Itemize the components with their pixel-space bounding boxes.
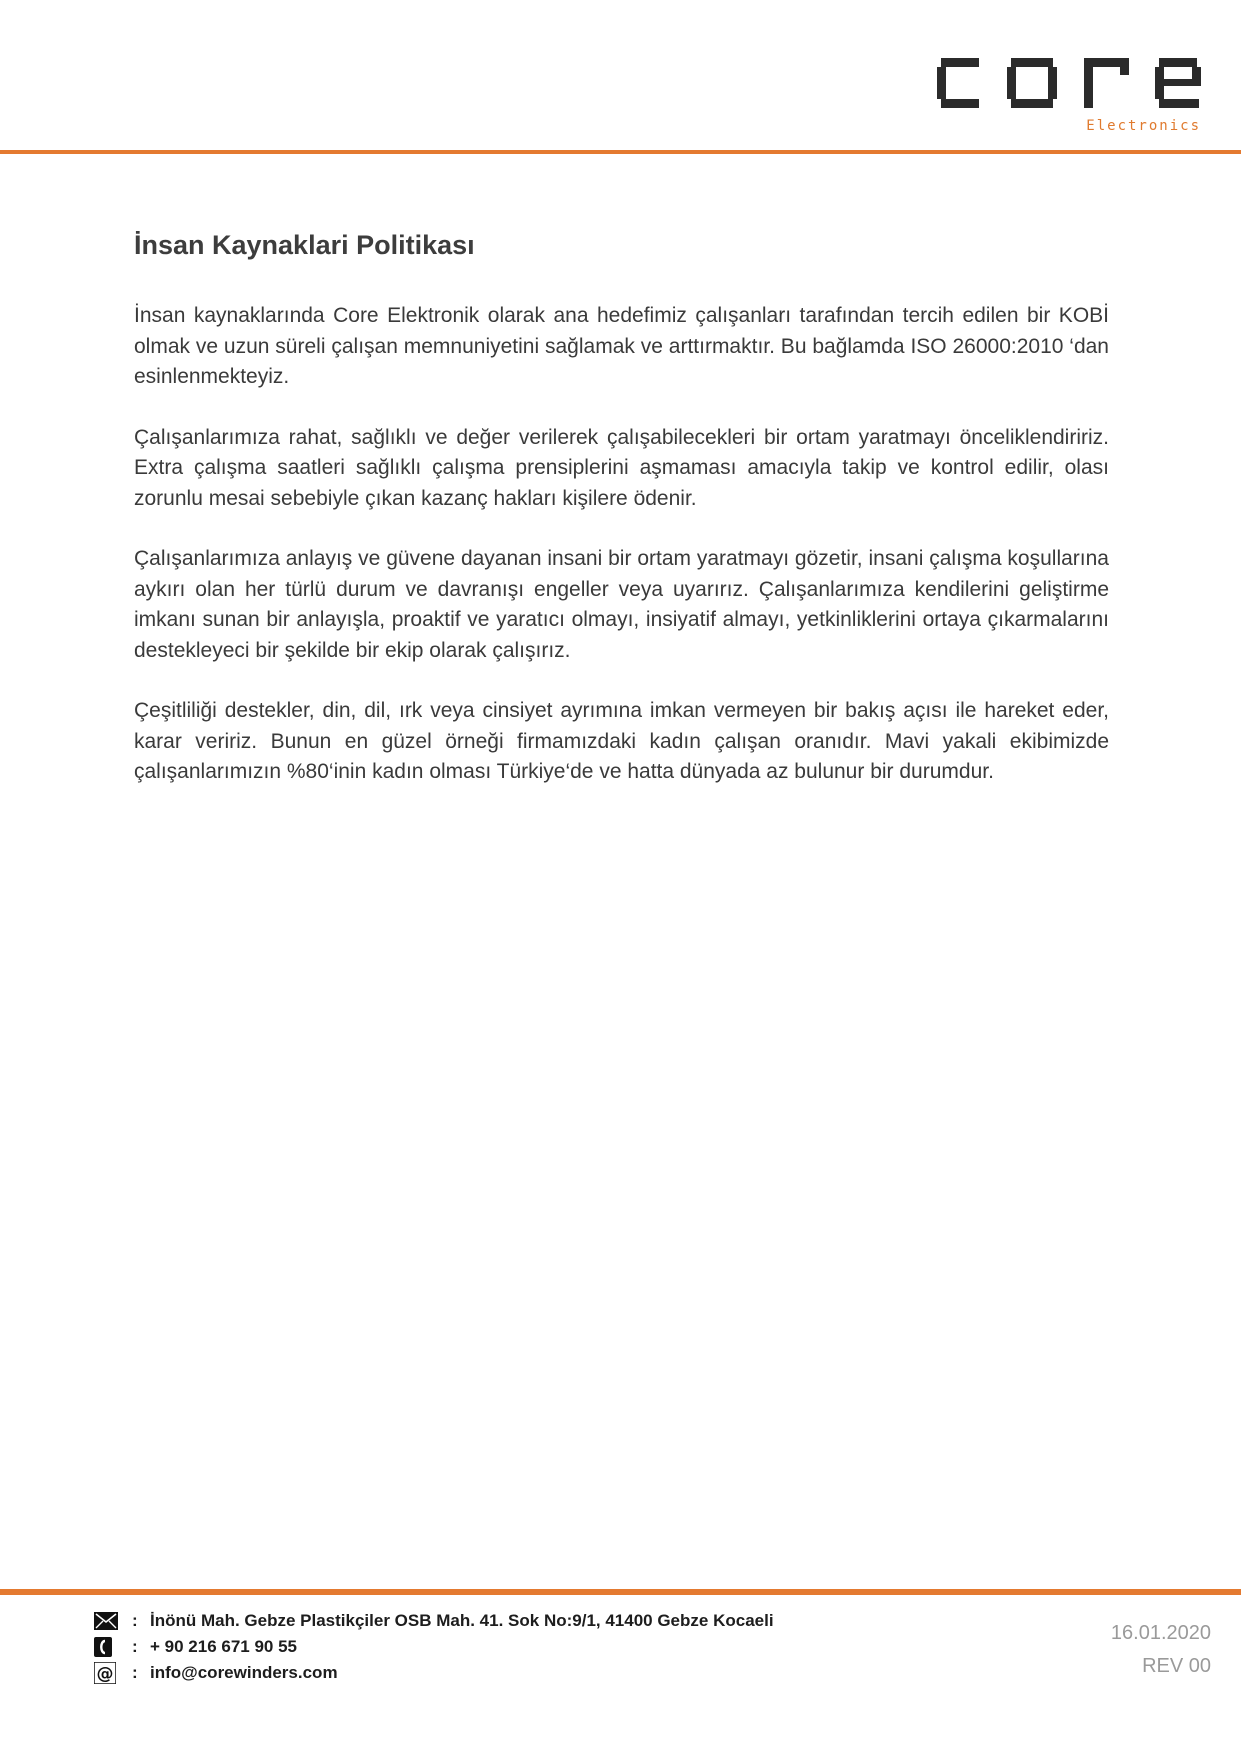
paragraph: Çalışanlarımıza anlayış ve güvene dayanan insani bir ortam yaratmayı gözetir, insani çalışma koşullarına aykırı olan her türlü durum ve davranışı engeller veya uyarırız. Çalışanlarımıza kendilerini geliştirme imkanı sunan bir anlayışla, proaktif ve yaratıcı olmayı, insiyatif almayı, yetkinliklerini ortaya çıkarmalarını destekleyeci bir şekilde bir ekip olarak çalışırız. xyxy=(134,547,1109,662)
logo-subtitle: Electronics xyxy=(1086,118,1201,134)
phone-icon xyxy=(94,1636,124,1658)
page-title: İnsan Kaynaklari Politikası xyxy=(134,230,475,260)
envelope-icon xyxy=(94,1610,124,1632)
address-text: İnönü Mah. Gebze Plastikçiler OSB Mah. 41. Sok No:9/1, 41400 Gebze Kocaeli xyxy=(150,1611,774,1630)
paragraph: Çalışanlarımıza rahat, sağlıklı ve değer verilerek çalışabilecekleri bir ortam yaratmayı önceliklendiririz. Extra çalışma saatleri sağlıklı çalışma prensiplerini aşmaması amacıyla takip ve kontrol edilir, olası zorunlu mesai sebebiyle çıkan kazanç hakları kişilere ödenir. xyxy=(134,425,1109,510)
document-meta xyxy=(1111,1617,1211,1683)
core-logo-icon xyxy=(937,52,1203,112)
company-logo xyxy=(937,52,1203,140)
separator: : xyxy=(132,1663,138,1682)
contact-info xyxy=(94,1608,1144,1686)
phone-row xyxy=(94,1634,1144,1660)
separator: : xyxy=(132,1637,138,1656)
footer-divider xyxy=(0,1589,1241,1595)
phone-text[interactable]: + 90 216 671 90 55 xyxy=(150,1637,297,1656)
separator: : xyxy=(132,1611,138,1630)
document-body xyxy=(134,230,1109,818)
email-link[interactable]: info@corewinders.com xyxy=(150,1663,338,1682)
email-row xyxy=(94,1660,1144,1686)
header-divider xyxy=(0,150,1241,154)
at-sign-icon xyxy=(94,1662,124,1684)
paragraph: Çeşitliliği destekler, din, dil, ırk veya cinsiyet ayrımına imkan vermeyen bir bakış açısı ile hareket eder, karar veririz. Bunun en güzel örneği firmamızdaki kadın çalışan oranıdır. Mavi yakali ekibimizde çalışanlarımızın %80‘inin kadın olması Türkiye‘de ve hatta dünyada az bulunur bir durumdur. xyxy=(134,699,1109,783)
svg-text:@: @ xyxy=(96,1664,114,1684)
document-revision: REV 00 xyxy=(1142,1655,1211,1677)
paragraph: İnsan kaynaklarında Core Elektronik olarak ana hedefimiz çalışanları tarafından tercih edilen bir KOBİ olmak ve uzun süreli çalışan memnuniyetini sağlamak ve arttırmaktır. Bu bağlamda ISO 26000:2010 ‘dan esinlenmekteyiz. xyxy=(134,304,1109,388)
address-row xyxy=(94,1608,1144,1634)
document-date: 16.01.2020 xyxy=(1110,1622,1211,1644)
